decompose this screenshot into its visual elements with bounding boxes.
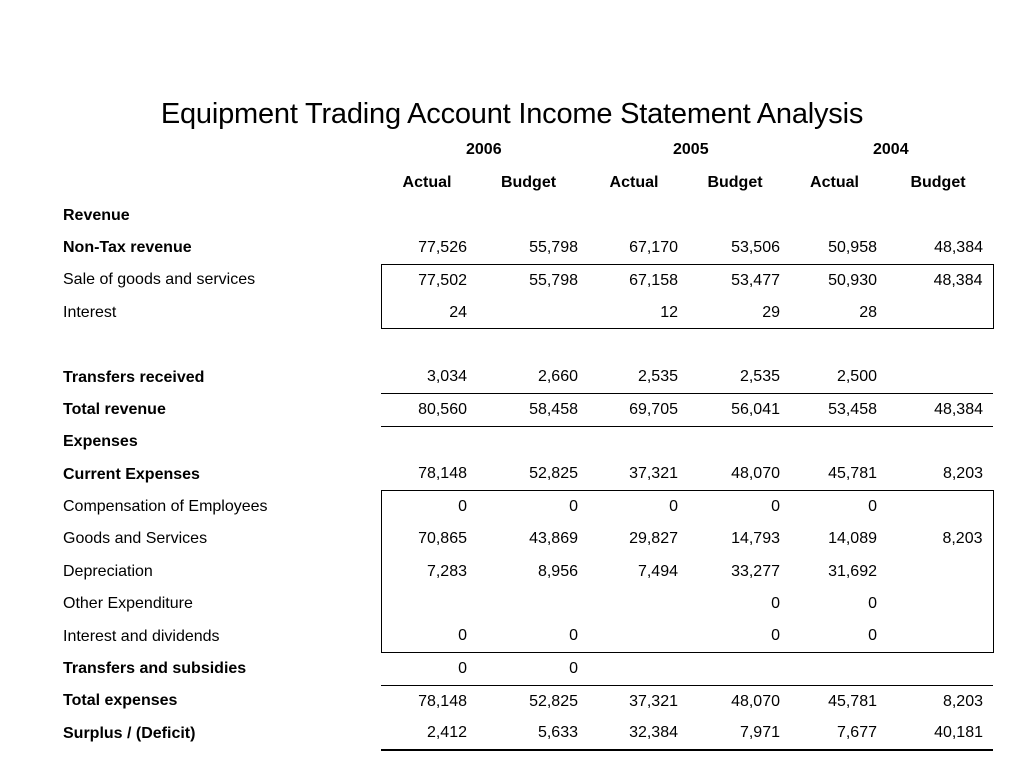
cell-value [883,361,993,393]
cell-value: 7,494 [637,562,678,580]
cell-value: 0 [771,595,780,613]
row-label: Non-Tax revenue [63,238,192,256]
cell-value: 77,502 [381,264,473,296]
row-label: Interest and dividends [63,627,220,645]
table-row [57,329,993,361]
cell-value [473,329,584,361]
cell-value [786,653,883,685]
cell-value: 48,070 [731,692,780,710]
cell-value: 50,958 [828,238,877,256]
row-label: Surplus / (Deficit) [63,724,196,742]
cell-value [381,329,473,361]
cell-value [883,653,993,685]
cell-value: 48,384 [883,264,993,296]
cell-value: 67,158 [584,264,684,296]
column-header: Actual [609,174,659,192]
cell-value: 78,148 [381,459,473,491]
cell-value: 8,203 [883,523,993,555]
cell-value: 2,535 [684,361,786,393]
cell-value: 31,692 [828,562,877,580]
cell-value [584,620,684,652]
cell-value: 14,089 [828,530,877,548]
cell-value: 0 [381,653,473,685]
cell-value: 0 [669,498,678,516]
cell-value [883,491,993,523]
cell-value [473,297,584,329]
column-header: Actual [402,174,452,192]
cell-value [381,426,473,458]
row-label: Transfers received [63,368,205,386]
cell-value: 40,181 [883,718,993,750]
cell-value: 45,781 [786,459,883,491]
table-row [57,620,993,652]
header-spacer [57,167,381,199]
cell-value: 2,500 [786,361,883,393]
row-label: Depreciation [63,562,153,580]
cell-value: 45,781 [828,692,877,710]
cell-value: 55,798 [473,264,584,296]
table-row [57,685,993,717]
cell-value: 37,321 [629,692,678,710]
cell-value [584,653,684,685]
table-row [57,394,993,426]
cell-value: 8,956 [537,562,578,580]
cell-value [786,199,883,231]
cell-value: 0 [868,595,877,613]
cell-value [584,588,684,620]
row-label: Revenue [63,206,130,224]
cell-value [883,426,993,458]
cell-value: 29,827 [629,530,678,548]
cell-value: 3,034 [381,361,473,393]
cell-value: 7,677 [786,718,883,750]
row-label: Total expenses [63,692,178,710]
cell-value: 0 [381,620,473,652]
cell-value: 78,148 [418,692,467,710]
cell-value [684,329,786,361]
cell-value: 55,798 [529,238,578,256]
column-header: Budget [500,174,557,192]
cell-value [473,588,584,620]
table-row [57,491,993,523]
cell-value [883,297,993,329]
year-2006-header: 2006 [466,141,502,158]
cell-value: 8,203 [942,692,983,710]
cell-value: 70,865 [381,523,473,555]
cell-value: 28 [786,297,883,329]
cell-value: 12 [584,297,684,329]
cell-value: 0 [786,620,883,652]
cell-value: 33,277 [731,562,780,580]
table-row [57,232,993,264]
table-row [57,264,993,296]
page-title: Equipment Trading Account Income Statement Analysis [160,98,864,130]
cell-value [883,556,993,588]
cell-value [584,199,684,231]
table-row [57,297,993,329]
cell-value [473,199,584,231]
row-label: Other Expenditure [63,595,193,613]
row-label: Compensation of Employees [63,498,268,516]
cell-value: 53,477 [684,264,786,296]
cell-value: 50,930 [786,264,883,296]
cell-value: 29 [684,297,786,329]
cell-value: 56,041 [684,394,786,426]
row-label: Transfers and subsidies [63,660,247,678]
cell-value [883,588,993,620]
row-label: Total revenue [63,400,166,418]
cell-value: 24 [381,297,473,329]
cell-value: 7,971 [684,718,786,750]
cell-value [584,426,684,458]
cell-value: 48,384 [934,238,983,256]
cell-value: 43,869 [529,530,578,548]
column-header: Budget [910,174,966,192]
row-label: Goods and Services [63,530,208,548]
cell-value [473,426,584,458]
row-label [57,329,381,361]
cell-value [381,588,473,620]
cell-value: 52,825 [473,459,584,491]
cell-value: 77,526 [418,238,467,256]
cell-value [381,199,473,231]
year-2004-header: 2004 [873,141,909,158]
income-statement-table [57,167,994,751]
table-row [57,588,993,620]
cell-value [786,426,883,458]
table-row [57,523,993,555]
cell-value: 2,535 [584,361,684,393]
row-label: Expenses [63,433,138,451]
cell-value: 0 [381,491,473,523]
cell-value: 52,825 [529,692,578,710]
cell-value: 37,321 [584,459,684,491]
cell-value: 48,384 [883,394,993,426]
cell-value: 0 [771,498,780,516]
cell-value [684,653,786,685]
cell-value [883,329,993,361]
cell-value: 0 [473,620,584,652]
row-label: Current Expenses [63,465,200,483]
cell-value: 67,170 [629,238,678,256]
cell-value [684,426,786,458]
row-label: Interest [63,303,117,321]
cell-value [684,199,786,231]
table-row [57,459,993,491]
table-row [57,718,993,750]
cell-value: 8,203 [883,459,993,491]
table-row [57,653,993,685]
year-2005-header: 2005 [673,141,709,158]
cell-value: 48,070 [684,459,786,491]
cell-value: 7,283 [381,556,473,588]
row-label: Sale of goods and services [63,271,256,289]
cell-value: 2,660 [473,361,584,393]
column-header-row [57,167,993,199]
column-header: Actual [810,174,859,192]
table-row [57,426,993,458]
cell-value: 14,793 [731,530,780,548]
cell-value [883,620,993,652]
cell-value [584,329,684,361]
cell-value: 0 [684,620,786,652]
cell-value: 0 [868,498,877,516]
cell-value: 53,506 [731,238,780,256]
cell-value: 0 [473,653,584,685]
cell-value: 80,560 [381,394,473,426]
cell-value [883,199,993,231]
column-header: Budget [707,174,763,192]
table-row [57,556,993,588]
cell-value: 32,384 [584,718,684,750]
cell-value: 2,412 [381,718,473,750]
table-row [57,361,993,393]
cell-value: 0 [569,498,578,516]
cell-value: 5,633 [473,718,584,750]
cell-value: 58,458 [473,394,584,426]
cell-value: 53,458 [786,394,883,426]
cell-value: 69,705 [584,394,684,426]
table-row [57,199,993,231]
cell-value [786,329,883,361]
